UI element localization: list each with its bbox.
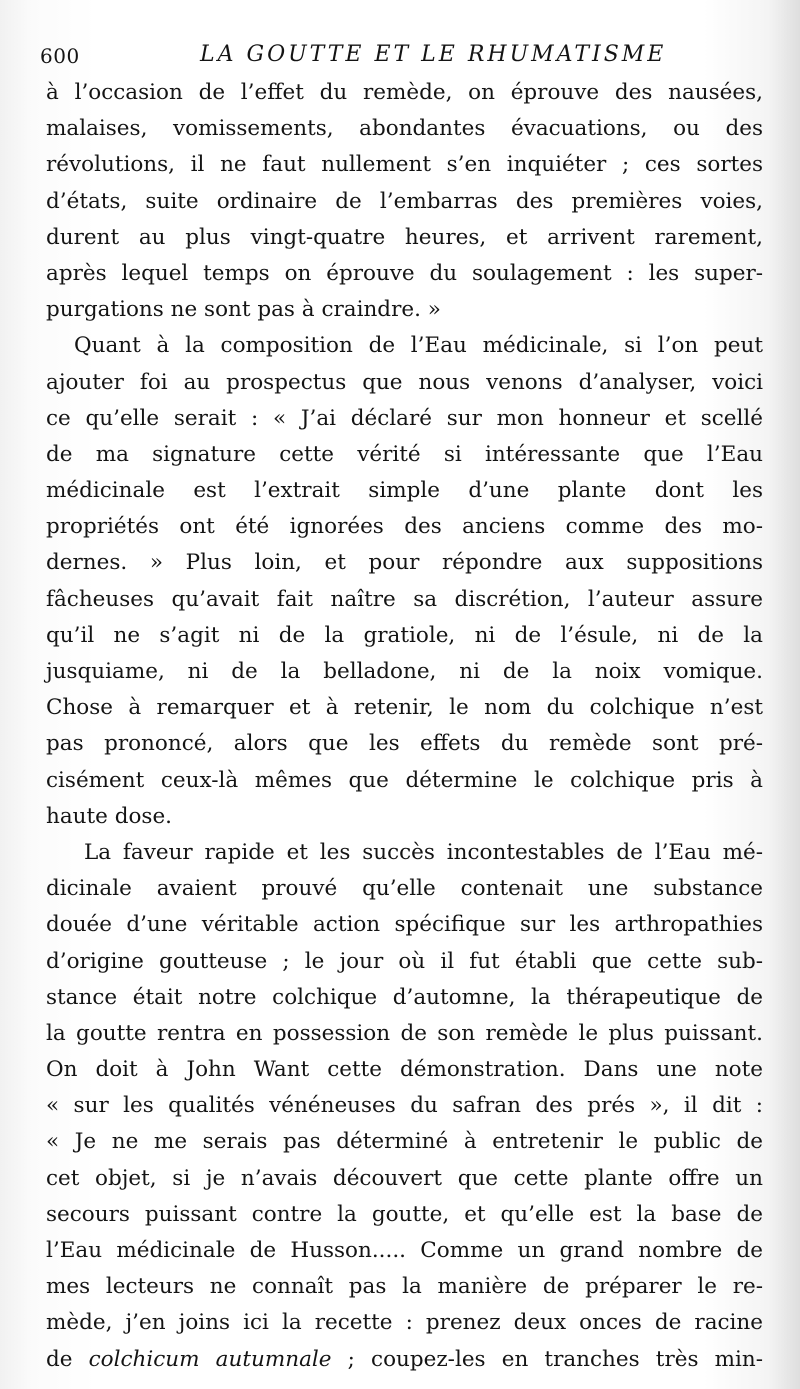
text-line: secours puissant contre la goutte, et qu’elle est la base de bbox=[46, 1201, 763, 1227]
page-header bbox=[40, 40, 760, 74]
text-line: ajouter foi au prospectus que nous venons d’analyser, voici bbox=[46, 369, 763, 395]
text-line: durent au plus vingt-quatre heures, et arrivent rarement, bbox=[46, 224, 763, 250]
text-segment: ; coupez-les en tranches très min- bbox=[331, 1346, 763, 1372]
text-line: « Je ne me serais pas déterminé à entretenir le public de bbox=[46, 1129, 763, 1155]
running-title: LA GOUTTE ET LE RHUMATISME bbox=[200, 42, 667, 67]
text-line: dicinale avaient prouvé qu’elle contenait une substance bbox=[46, 876, 763, 902]
body-text bbox=[46, 75, 763, 1378]
text-line: à l’occasion de l’effet du remède, on éprouve des nausées, bbox=[46, 80, 763, 105]
text-line: après lequel temps on éprouve du soulagement : les super- bbox=[46, 260, 763, 286]
page-number: 600 bbox=[40, 44, 80, 68]
text-line: mes lecteurs ne connaît pas la manière de préparer le re- bbox=[46, 1274, 763, 1300]
text-line: pas prononcé, alors que les effets du remède sont pré- bbox=[46, 731, 763, 757]
italic-term: colchicum autumnale bbox=[88, 1346, 332, 1372]
text-line: haute dose. bbox=[46, 803, 173, 829]
text-line: douée d’une véritable action spécifique sur les arthropathies bbox=[46, 912, 763, 938]
text-line: de ma signature cette vérité si intéressante que l’Eau bbox=[46, 441, 763, 467]
text-line: Chose à remarquer et à retenir, le nom du colchique n’est bbox=[46, 695, 763, 721]
text-line: malaises, vomissements, abondantes évacuations, ou des bbox=[46, 116, 763, 142]
text-line: l’Eau médicinale de Husson..... Comme un grand nombre de bbox=[46, 1238, 763, 1263]
paragraph-first-line: Quant à la composition de l’Eau médicinale, si l’on peut bbox=[74, 333, 763, 359]
text-line: mède, j’en joins ici la recette : prenez deux onces de racine bbox=[46, 1310, 763, 1336]
text-line: qu’il ne s’agit ni de la gratiole, ni de l’ésule, ni de la bbox=[46, 622, 763, 648]
text-line: d’origine goutteuse ; le jour où il fut établi que cette sub- bbox=[46, 948, 763, 974]
text-line: révolutions, il ne faut nullement s’en inquiéter ; ces sortes bbox=[46, 152, 763, 178]
text-line: d’états, suite ordinaire de l’embarras des premières voies, bbox=[46, 188, 763, 214]
text-line: purgations ne sont pas à craindre. » bbox=[46, 297, 441, 323]
text-line: jusquiame, ni de la belladone, ni de la noix vomique. bbox=[46, 659, 763, 684]
paragraph-first-line: La faveur rapide et les succès incontestables de l’Eau mé- bbox=[84, 839, 763, 865]
text-line: fâcheuses qu’avait fait naître sa discrétion, l’auteur assure bbox=[46, 586, 763, 612]
text-line: « sur les qualités vénéneuses du safran des prés », il dit : bbox=[46, 1093, 763, 1119]
text-line: ce qu’elle serait : « J’ai déclaré sur mon honneur et scellé bbox=[46, 405, 763, 431]
text-line: médicinale est l’extrait simple d’une plante dont les bbox=[46, 478, 763, 504]
text-line: cisément ceux-là mêmes que détermine le colchique pris à bbox=[46, 767, 763, 793]
text-line: stance était notre colchique d’automne, la thérapeutique de bbox=[46, 984, 763, 1010]
text-line: On doit à John Want cette démonstration. Dans une note bbox=[46, 1057, 763, 1083]
text-line: propriétés ont été ignorées des anciens comme des mo- bbox=[46, 514, 763, 540]
text-segment: de bbox=[46, 1346, 89, 1372]
text-line: la goutte rentra en possession de son remède le plus puissant. bbox=[46, 1020, 763, 1046]
text-line: cet objet, si je n’avais découvert que cette plante offre un bbox=[46, 1165, 763, 1191]
text-line-with-italic bbox=[46, 1342, 763, 1378]
text-line: dernes. » Plus loin, et pour répondre aux suppositions bbox=[46, 550, 763, 576]
